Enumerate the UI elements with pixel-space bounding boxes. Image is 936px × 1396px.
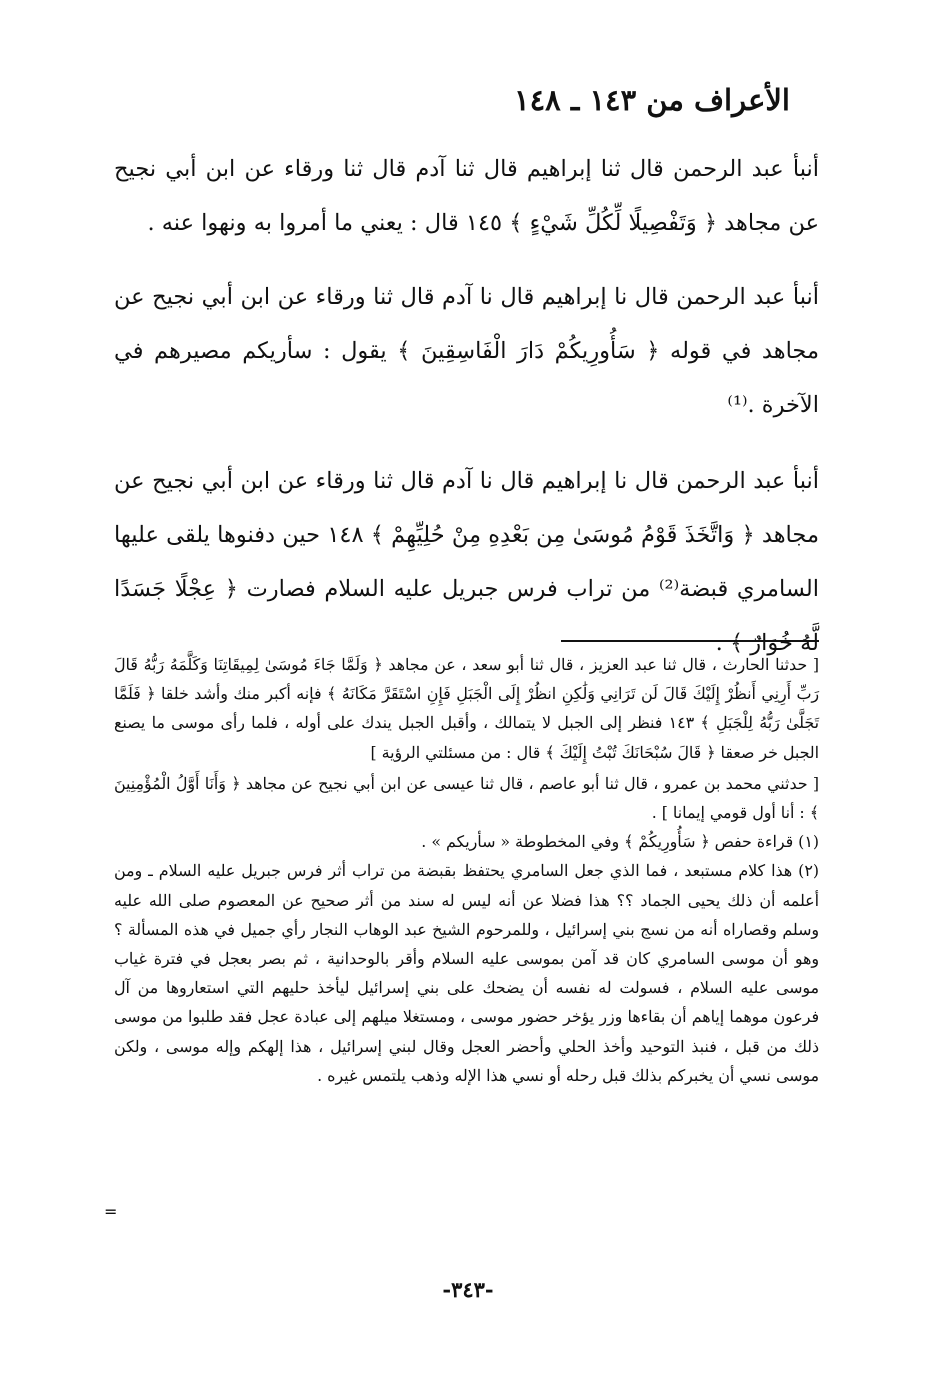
bracketed-note-2: [ حدثني محمد بن عمرو ، قال ثنا أبو عاصم ، قال ثنا عيسى عن ابن أبي نجيح عن مجاهد ﴿ وَأَنَا أَوَّلُ الْمُؤْمِنِينَ ﴾ : أنا أول قومي إيمانا ] .	[114, 773, 819, 823]
footnotes-section	[114, 650, 819, 1090]
paragraph-3: أنبأ عبد الرحمن قال نا إبراهيم قال نا آدم قال ثنا ورقاء عن ابن أبي نجيح عن مجاهد ﴿ وَاتَّخَذَ قَوْمُ مُوسَىٰ مِن بَعْدِهِ مِنْ حُلِيِّهِمْ ﴾ ١٤٨ حين دفنوها يلقى عليها السامري قبضة⁽²⁾ من تراب فرس جبريل عليه السلام فصارت ﴿ عِجْلًا جَسَدًا لَّهُ خُوَارٌ ﴾ .	[114, 468, 819, 656]
main-text	[114, 142, 819, 690]
footnote-2: (٢) هذا كلام مستبعد ، فما الذي جعل السامري يحتفظ بقبضة من تراب أثر فرس جبريل عليه السلام ـ ومن أعلمه أن ذلك يحيى الجماد ؟؟ هذا فضلا عن أنه ليس له سند من أثر صحيح عن المعصوم صلى الله عليه وسلم وقصاراه أنه من نسج بني إسرائيل ، وللمرحوم الشيخ عبد الوهاب النجار رأي جميل في هذه المسألة ؟ وهو أن موسى السامري كان قد آمن بموسى عليه السلام وأقر بالوحدانية ، ثم بصر بعجل في فترة غياب موسى عليه السلام ، فسولت له نفسه أن يضحك على بني إسرائيل ليأخذ حليهم التي استعاروها من آل فرعون موهما إياهم أن بقاءها وزر يؤخر حضور موسى ، ومستغلا ميلهم إلى عبادة عجل فقد طلبوا من موسى ذلك من قبل ، فنبذ التوحيد وأخذ الحلي وأحضر العجل وقال لبني إسرائيل ، هذا إلهكم وإله موسى ، ولكن موسى نسي أن يخبركم بذلك قبل رحله أو نسي هذا الإله وذهب يلتمس غيره .	[114, 861, 819, 1085]
margin-mark: =	[104, 1202, 118, 1221]
footnote-separator	[561, 640, 819, 642]
bracketed-note-1: [ حدثنا الحارث ، قال ثنا عبد العزيز ، قال ثنا أبو سعد ، عن مجاهد ﴿ وَلَمَّا جَاءَ مُوسَىٰ لِمِيقَاتِنَا وَكَلَّمَهُ رَبُّهُ قَالَ رَبِّ أَرِنِي أَنظُرْ إِلَيْكَ قَالَ لَن تَرَانِي وَلَٰكِنِ انظُرْ إِلَى الْجَبَلِ فَإِنِ اسْتَقَرَّ مَكَانَهُ ﴾ فإنه أكبر منك وأشد خلقا ﴿ فَلَمَّا تَجَلَّىٰ رَبُّهُ لِلْجَبَلِ ﴾ ١٤٣ فنظر إلى الجبل لا يتمالك ، وأقبل الجبل يندك على أوله ، فلما رأى موسى ما يصنع الجبل خر صعقا ﴿ قَالَ سُبْحَانَكَ تُبْتُ إِلَيْكَ ﴾ قال : من مسئلتي الرؤية ]	[114, 655, 819, 762]
paragraph-2: أنبأ عبد الرحمن قال نا إبراهيم قال نا آدم قال ثنا ورقاء عن ابن أبي نجيح عن مجاهد في قوله ﴿ سَأُورِيكُمْ دَارَ الْفَاسِقِينَ ﴾ يقول : سأريكم مصيرهم في الآخرة .⁽¹⁾	[114, 284, 819, 418]
paragraph-1: أنبأ عبد الرحمن قال ثنا إبراهيم قال ثنا آدم قال ثنا ورقاء عن ابن أبي نجيح عن مجاهد ﴿ وَتَفْصِيلًا لِّكُلِّ شَيْءٍ ﴾ ١٤٥ قال : يعني ما أمروا به ونهوا عنه .	[114, 156, 819, 236]
page-title: الأعراف من ١٤٣ ـ ١٤٨	[514, 83, 790, 117]
footnote-1: (١) قراءة حفص ﴿ سَأُورِيكُمْ ﴾ وفي المخطوطة « سأريكم » .	[421, 832, 819, 852]
page-number: -٣٤٣-	[442, 1277, 494, 1302]
